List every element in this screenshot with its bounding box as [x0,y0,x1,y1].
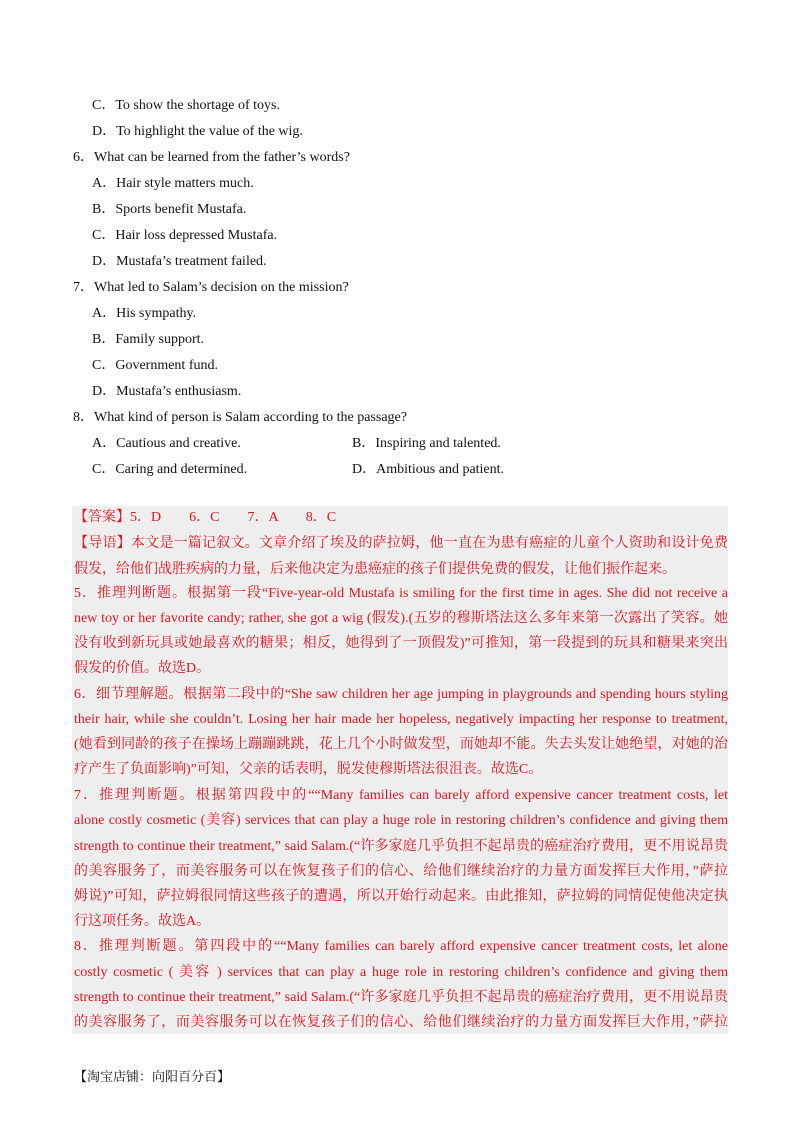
explanation-line: 假发的价值。故选D。 [74,661,211,676]
explanation-line: 的美容服务了，而美容服务可以在恢复孩子们的信心、给他们继续治疗的力量方面发挥巨大作用，”萨拉 [74,1015,728,1030]
explanation-line: 7．推理判断题。根据第四段中的““Many families can barely afford expensive cancer treatment costs, let [74,788,728,803]
q7-option-b: B．Family support. [92,332,205,347]
q8-option-a: A．Cautious and creative. [92,436,241,451]
q6-stem: 6．What can be learned from the father’s words? [73,150,350,165]
explanation-line: 假发，给他们战胜疾病的力量，后来他决定为患癌症的孩子们提供免费的假发，让他们振作起来。 [74,562,676,577]
q7-option-d: D．Mustafa’s enthusiasm. [92,384,242,399]
q8-option-b: B．Inspiring and talented. [352,436,501,451]
explanation-line: costly cosmetic ( 美容 ) services that can play a huge role in restoring children’s confidence and giving them [74,965,728,980]
explanation-line: (她看到同龄的孩子在操场上蹦蹦跳跳，花上几个小时做发型，而她却不能。失去头发让她绝望，对她的治 [74,737,728,752]
explanation-line: 【导语】本文是一篇记叙文。文章介绍了埃及的萨拉姆，他一直在为患有癌症的儿童个人资助和设计免费 [74,536,728,551]
explanation-line: strength to continue their treatment,” said Salam.(“许多家庭几乎负担不起昂贵的癌症治疗费用，更不用说昂贵 [74,990,728,1005]
q7-option-a: A．His sympathy. [92,306,197,321]
explanation-line: strength to continue their treatment,” said Salam.(“许多家庭几乎负担不起昂贵的癌症治疗费用，更不用说昂贵 [74,839,728,854]
shop-footer: 【淘宝店铺：向阳百分百】 [74,1069,231,1084]
q6-option-d: D．Mustafa’s treatment failed. [92,254,267,269]
explanation-line: 姆说)”可知，萨拉姆很同情这些孩子的遭遇，所以开始行动起来。由此推知，萨拉姆的同情促使他决定执 [74,889,728,904]
explanation-line: 行这项任务。故选A。 [74,914,211,929]
explanation-line: 6．细节理解题。根据第二段中的“She saw children her age jumping in playgrounds and spending hours styling [74,687,728,702]
answer-key-line: 【答案】5．D 6．C 7．A 8．C [74,510,337,525]
explanation-line: new toy or her favorite candy; rather, she got a wig (假发).(五岁的穆斯塔法这么多年来第一次露出了笑容。她 [74,611,728,626]
explanation-line: 的美容服务了，而美容服务可以在恢复孩子们的信心、给他们继续治疗的力量方面发挥巨大作用，”萨拉 [74,864,728,879]
explanation-line: their hair, while she couldn’t. Losing her hair made her hopeless, negatively impacting her response to treatment, [74,712,728,727]
q6-option-b: B．Sports benefit Mustafa. [92,202,247,217]
explanation-line: 5．推理判断题。根据第一段“Five-year-old Mustafa is smiling for the first time in ages. She did not receive a [74,586,728,601]
q5-option-c: C．To show the shortage of toys. [92,98,281,113]
q7-option-c: C．Government fund. [92,358,218,373]
q8-stem: 8．What kind of person is Salam according to the passage? [73,410,407,425]
q8-option-c: C．Caring and determined. [92,462,248,477]
explanation-line: 疗产生了负面影响)”可知，父亲的话表明，脱发使穆斯塔法很沮丧。故选C。 [74,762,543,777]
explanation-line: alone costly cosmetic (美容) services that can play a huge role in restoring children’s confidence and giving them [74,813,728,828]
q8-option-d: D．Ambitious and patient. [352,462,505,477]
explanation-line: 8．推理判断题。第四段中的““Many families can barely afford expensive cancer treatment costs, let alone [74,939,728,954]
q6-option-a: A．Hair style matters much. [92,176,254,191]
q7-stem: 7．What led to Salam’s decision on the mission? [73,280,349,295]
explanation-line: 没有收到新玩具或她最喜欢的糖果；相反，她得到了一顶假发)”可推知，第一段提到的玩具和糖果来突出 [74,636,728,651]
q6-option-c: C．Hair loss depressed Mustafa. [92,228,278,243]
q5-option-d: D．To highlight the value of the wig. [92,124,303,139]
